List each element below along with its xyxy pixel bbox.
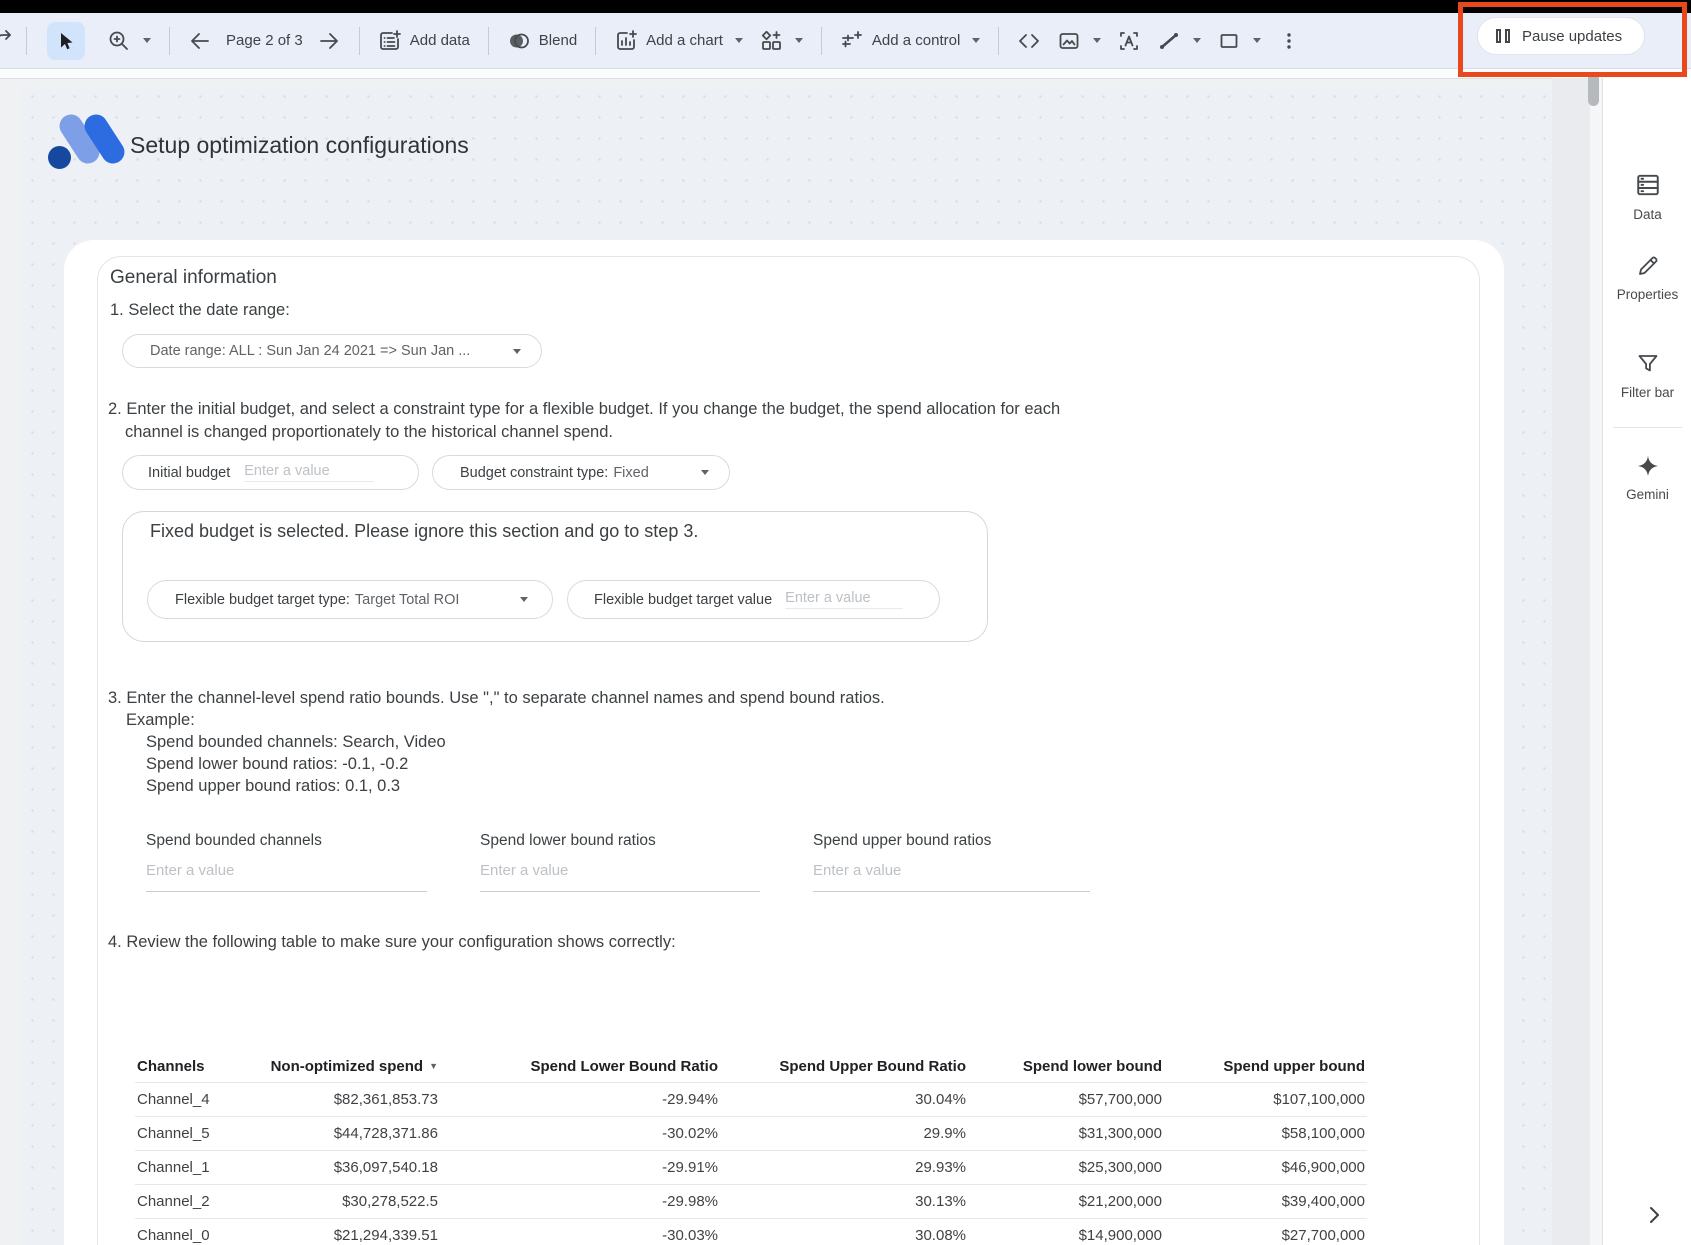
sidebar-item-filter-bar[interactable] bbox=[1603, 352, 1691, 401]
sort-descending-icon: ▼ bbox=[429, 1060, 438, 1071]
sidebar-label-gemini: Gemini bbox=[1626, 487, 1669, 502]
chevron-down-icon bbox=[520, 597, 528, 602]
spend-bounded-channels-label: Spend bounded channels bbox=[146, 832, 322, 849]
logo-dot bbox=[48, 146, 71, 169]
step3-example-lower: Spend lower bound ratios: -0.1, -0.2 bbox=[146, 755, 409, 773]
toolbar-divider bbox=[169, 27, 170, 55]
initial-budget-placeholder: Enter a value bbox=[244, 463, 374, 482]
step3-example-channels: Spend bounded channels: Search, Video bbox=[146, 733, 446, 751]
meridian-logo bbox=[46, 110, 120, 172]
page-indicator[interactable]: Page 2 of 3 bbox=[226, 32, 303, 49]
step2-text-line2: channel is changed proportionately to the historical channel spend. bbox=[125, 422, 613, 441]
initial-budget-input[interactable] bbox=[122, 455, 419, 490]
value-cell: $58,100,000 bbox=[1164, 1117, 1367, 1151]
spend-upper-ratios-label: Spend upper bound ratios bbox=[813, 832, 992, 849]
header-non-optimized-spend[interactable]: Non-optimized spend ▼ bbox=[250, 1050, 440, 1083]
value-cell: $107,100,000 bbox=[1164, 1083, 1367, 1117]
value-cell: -29.91% bbox=[440, 1151, 720, 1185]
spend-upper-ratios-input[interactable]: Enter a value bbox=[813, 862, 1090, 892]
blend-icon bbox=[507, 29, 531, 53]
add-data-icon bbox=[378, 29, 402, 53]
zoom-in-icon bbox=[107, 29, 131, 53]
filter-icon bbox=[1636, 352, 1660, 376]
select-tool-button[interactable] bbox=[47, 22, 85, 60]
add-chart-button[interactable] bbox=[606, 23, 751, 59]
value-cell: 30.04% bbox=[720, 1083, 968, 1117]
channel-cell: Channel_4 bbox=[135, 1083, 250, 1117]
chevron-down-icon bbox=[1093, 38, 1101, 43]
spend-lower-ratios-label: Spend lower bound ratios bbox=[480, 832, 656, 849]
header-spend-lower-bound[interactable]: Spend lower bound bbox=[968, 1050, 1164, 1083]
sidebar-label-data: Data bbox=[1633, 207, 1662, 222]
chevron-down-icon bbox=[1253, 38, 1261, 43]
value-cell: $31,300,000 bbox=[968, 1117, 1164, 1151]
cursor-icon bbox=[56, 31, 76, 51]
add-chart-label: Add a chart bbox=[646, 32, 723, 49]
channel-cell: Channel_1 bbox=[135, 1151, 250, 1185]
add-control-icon bbox=[840, 29, 864, 53]
zoom-tool-button[interactable] bbox=[99, 23, 159, 59]
embed-url-button[interactable] bbox=[1009, 23, 1049, 59]
pause-icon bbox=[1496, 29, 1510, 43]
config-table-body bbox=[135, 1083, 1367, 1245]
flexible-target-type-prefix: Flexible budget target type: bbox=[175, 591, 350, 608]
sidebar-divider bbox=[1613, 427, 1682, 428]
sidebar-item-properties[interactable] bbox=[1603, 254, 1691, 303]
gemini-sparkle-icon bbox=[1636, 454, 1660, 478]
blend-button[interactable] bbox=[499, 23, 585, 59]
table-row bbox=[135, 1117, 1367, 1151]
table-row bbox=[135, 1151, 1367, 1185]
pause-updates-button[interactable] bbox=[1477, 17, 1645, 55]
chevron-down-icon bbox=[1193, 38, 1201, 43]
budget-constraint-value: Fixed bbox=[613, 464, 649, 481]
budget-constraint-prefix: Budget constraint type: bbox=[460, 464, 609, 481]
flexible-target-value-label: Flexible budget target value bbox=[594, 591, 773, 608]
toolbar-divider bbox=[998, 27, 999, 55]
toolbar-lower-strip bbox=[0, 69, 1691, 79]
insert-image-button[interactable] bbox=[1049, 23, 1109, 59]
value-cell: $21,294,339.51 bbox=[250, 1219, 440, 1245]
section-heading: General information bbox=[110, 267, 277, 288]
more-options-button[interactable] bbox=[1269, 23, 1309, 59]
table-row bbox=[135, 1185, 1367, 1219]
pencil-icon bbox=[1636, 254, 1660, 278]
value-cell: $39,400,000 bbox=[1164, 1185, 1367, 1219]
sidebar-label-properties: Properties bbox=[1616, 287, 1679, 302]
value-cell: $14,900,000 bbox=[968, 1219, 1164, 1245]
value-cell: $46,900,000 bbox=[1164, 1151, 1367, 1185]
blend-label: Blend bbox=[538, 32, 578, 49]
step1-label: 1. Select the date range: bbox=[110, 301, 290, 319]
flexible-target-type-value: Target Total ROI bbox=[354, 591, 460, 608]
step3-intro: 3. Enter the channel-level spend ratio bounds. Use "," to separate channel names and spend bound ratios. bbox=[108, 689, 885, 707]
report-title: Setup optimization configurations bbox=[130, 132, 469, 158]
sidebar-item-gemini[interactable] bbox=[1603, 454, 1691, 503]
value-cell: $57,700,000 bbox=[968, 1083, 1164, 1117]
chevron-down-icon bbox=[795, 38, 803, 43]
toolbar-divider bbox=[488, 27, 489, 55]
step3-example-label: Example: bbox=[126, 711, 195, 729]
header-spend-upper-bound[interactable]: Spend upper bound bbox=[1164, 1050, 1367, 1083]
channel-cell: Channel_5 bbox=[135, 1117, 250, 1151]
chevron-down-icon bbox=[513, 349, 521, 354]
toolbar-divider bbox=[821, 27, 822, 55]
toolbar-divider bbox=[595, 27, 596, 55]
value-cell: $44,728,371.86 bbox=[250, 1117, 440, 1151]
value-cell: $30,278,522.5 bbox=[250, 1185, 440, 1219]
step3-example-upper: Spend upper bound ratios: 0.1, 0.3 bbox=[146, 777, 401, 795]
add-control-label: Add a control bbox=[871, 32, 961, 49]
community-viz-icon bbox=[759, 29, 783, 53]
initial-budget-label: Initial budget bbox=[148, 464, 231, 481]
value-cell: 30.08% bbox=[720, 1219, 968, 1245]
header-spend-lower-bound-ratio[interactable]: Spend Lower Bound Ratio bbox=[440, 1050, 720, 1083]
redo-icon[interactable] bbox=[0, 29, 16, 53]
header-spend-upper-bound-ratio[interactable]: Spend Upper Bound Ratio bbox=[720, 1050, 968, 1083]
date-range-value: Date range: ALL : Sun Jan 24 2021 => Sun Jan ... bbox=[150, 343, 471, 359]
embed-code-icon bbox=[1017, 29, 1041, 53]
scrollbar-thumb[interactable] bbox=[1588, 72, 1599, 106]
chevron-down-icon bbox=[701, 470, 709, 475]
sidebar-item-data[interactable] bbox=[1603, 172, 1691, 223]
add-data-label: Add data bbox=[409, 32, 470, 49]
pause-updates-label: Pause updates bbox=[1522, 27, 1623, 45]
data-icon bbox=[1635, 172, 1661, 198]
right-panel-rail bbox=[1602, 78, 1691, 1245]
spend-lower-ratios-input[interactable]: Enter a value bbox=[480, 862, 760, 892]
text-box-icon bbox=[1117, 29, 1141, 53]
flexible-target-value-placeholder: Enter a value bbox=[785, 590, 903, 609]
chevron-down-icon bbox=[735, 38, 743, 43]
value-cell: -29.98% bbox=[440, 1185, 720, 1219]
value-cell: $82,361,853.73 bbox=[250, 1083, 440, 1117]
value-cell: $25,300,000 bbox=[968, 1151, 1164, 1185]
chevron-down-icon bbox=[143, 38, 151, 43]
window-top-strip bbox=[0, 0, 1691, 13]
toolbar-divider bbox=[26, 27, 27, 55]
value-cell: 29.93% bbox=[720, 1151, 968, 1185]
add-chart-icon bbox=[614, 29, 638, 53]
previous-page-icon[interactable] bbox=[188, 29, 212, 53]
vertical-scrollbar[interactable] bbox=[1590, 78, 1602, 1245]
table-row bbox=[135, 1219, 1367, 1245]
config-review-table bbox=[135, 1050, 1367, 1245]
value-cell: -30.02% bbox=[440, 1117, 720, 1151]
canvas-right-gutter bbox=[1552, 78, 1590, 1245]
table-row bbox=[135, 1083, 1367, 1117]
fixed-budget-message: Fixed budget is selected. Please ignore this section and go to step 3. bbox=[150, 521, 699, 541]
header-channels[interactable]: Channels bbox=[135, 1050, 250, 1083]
value-cell: $36,097,540.18 bbox=[250, 1151, 440, 1185]
table-header-row bbox=[135, 1050, 1367, 1083]
flexible-target-type-control[interactable] bbox=[147, 580, 553, 619]
insert-line-button[interactable] bbox=[1149, 23, 1209, 59]
toolbar-divider bbox=[359, 27, 360, 55]
shape-rectangle-icon bbox=[1217, 29, 1241, 53]
value-cell: $27,700,000 bbox=[1164, 1219, 1367, 1245]
channel-cell: Channel_2 bbox=[135, 1185, 250, 1219]
date-range-control[interactable] bbox=[122, 334, 542, 368]
step4-label: 4. Review the following table to make sure your configuration shows correctly: bbox=[108, 933, 676, 951]
chevron-down-icon bbox=[972, 38, 980, 43]
add-data-button[interactable] bbox=[370, 23, 478, 59]
add-control-button[interactable] bbox=[832, 23, 988, 59]
spend-bounded-channels-input[interactable]: Enter a value bbox=[146, 862, 427, 892]
insert-text-button[interactable] bbox=[1109, 23, 1149, 59]
community-visualizations-button[interactable] bbox=[751, 23, 811, 59]
value-cell: -30.03% bbox=[440, 1219, 720, 1245]
channel-cell: Channel_0 bbox=[135, 1219, 250, 1245]
sidebar-label-filter-bar: Filter bar bbox=[1620, 385, 1675, 400]
budget-constraint-control[interactable] bbox=[432, 455, 730, 490]
value-cell: $21,200,000 bbox=[968, 1185, 1164, 1219]
flexible-target-value-input[interactable] bbox=[567, 580, 940, 619]
editor-toolbar bbox=[0, 13, 1691, 69]
image-icon bbox=[1057, 29, 1081, 53]
value-cell: 29.9% bbox=[720, 1117, 968, 1151]
chevron-right-icon[interactable] bbox=[1642, 1203, 1666, 1227]
value-cell: 30.13% bbox=[720, 1185, 968, 1219]
more-vertical-icon bbox=[1277, 29, 1301, 53]
step2-text-line1: 2. Enter the initial budget, and select a constraint type for a flexible budget. If you change the budget, the spend allocation for each bbox=[108, 400, 1061, 418]
value-cell: -29.94% bbox=[440, 1083, 720, 1117]
insert-shape-button[interactable] bbox=[1209, 23, 1269, 59]
next-page-icon[interactable] bbox=[317, 29, 341, 53]
line-icon bbox=[1157, 29, 1181, 53]
